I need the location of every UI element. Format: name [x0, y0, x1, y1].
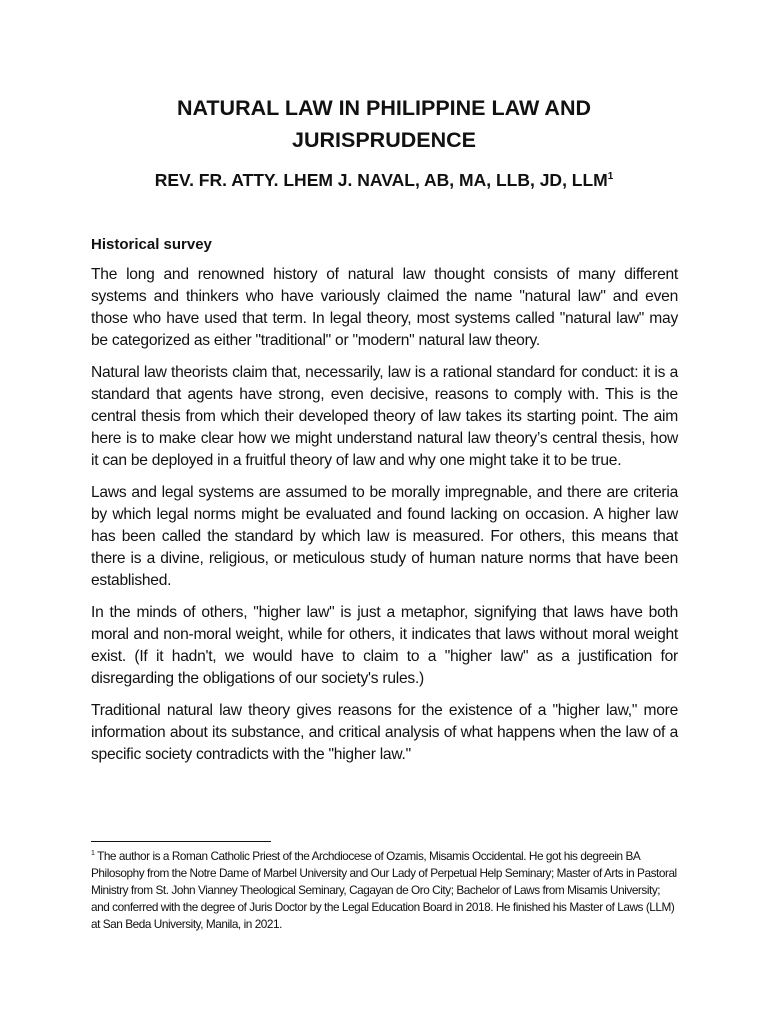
- footnote-text: The author is a Roman Catholic Priest of the Archdiocese of Ozamis, Misamis Occidental. He got his degreein BA Philosophy from the Notre Dame of Marbel University and Our Lady of Perpetual Help Seminary; Master of Arts in Pastoral Ministry from St. John Vianney Theological Seminary, Cagayan de Oro City; Bachelor of Laws from Misamis University; and conferred with the degree of Juris Doctor by the Legal Education Board in 2018. He finished his Master of Laws (LLM) at San Beda University, Manila, in 2021.: [91, 849, 677, 931]
- paragraph: Laws and legal systems are assumed to be morally impregnable, and there are criteria by which legal norms might be evaluated and found lacking on occasion. A higher law has been called the standard by which law is measured. For others, this means that there is a divine, religious, or meticulous study of human nature norms that have been established.: [91, 484, 678, 589]
- paragraph: Traditional natural law theory gives reasons for the existence of a "higher law," more information about its substance, and critical analysis of what happens when the law of a specific society contradicts with the "higher law.": [91, 702, 678, 763]
- footnote: [91, 848, 681, 933]
- footnote-divider: [91, 841, 271, 842]
- section-heading: Historical survey: [91, 236, 212, 253]
- paragraph: Natural law theorists claim that, necessarily, law is a rational standard for conduct: it is a standard that agents have strong, even decisive, reasons to comply with. This is the central thesis from which their developed theory of law takes its starting point. The aim here is to make clear how we might understand natural law theory’s central thesis, how it can be deployed in a fruitful theory of law and why one might take it to be true.: [91, 364, 678, 469]
- paragraph: The long and renowned history of natural law thought consists of many different systems and thinkers who have variously claimed the name "natural law" and even those who have used that term. In legal theory, most systems called "natural law" may be categorized as either "traditional" or "modern" natural law theory.: [91, 266, 678, 349]
- document-title: NATURAL LAW IN PHILIPPINE LAW AND JURISPRUDENCE: [176, 96, 592, 152]
- footnote-number: 1: [91, 850, 95, 858]
- paragraph: In the minds of others, "higher law" is just a metaphor, signifying that laws have both moral and non-moral weight, while for others, it indicates that laws without moral weight exist. (If it hadn't, we would have to claim to a "higher law" as a justification for disregarding the obligations of our society's rules.): [91, 604, 678, 687]
- footnote-marker: 1: [607, 171, 614, 183]
- author-name: REV. FR. ATTY. LHEM J. NAVAL, AB, MA, LLB, JD, LLM: [154, 170, 608, 190]
- author-byline: [90, 168, 678, 192]
- body-text: [91, 264, 678, 776]
